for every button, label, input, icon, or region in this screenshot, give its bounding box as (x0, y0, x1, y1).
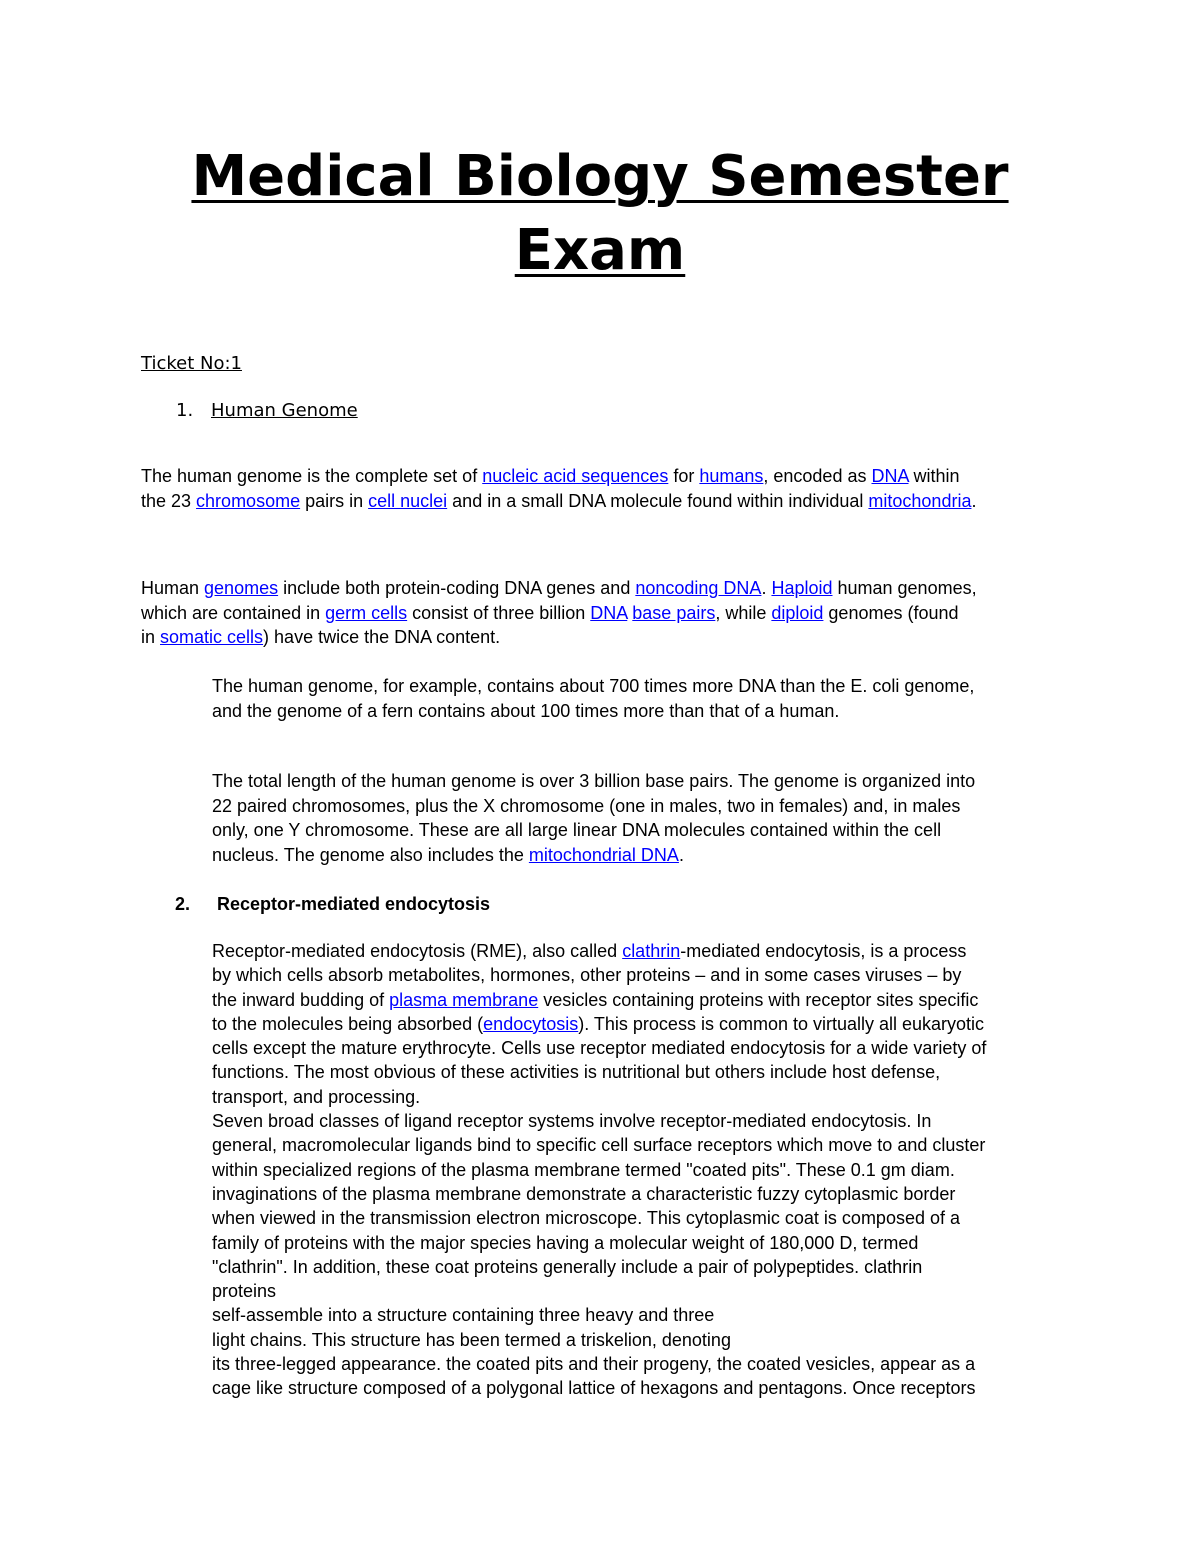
link-genomes[interactable]: genomes (204, 578, 279, 598)
link-humans[interactable]: humans (699, 466, 764, 486)
section-1-paragraph-3: The human genome, for example, contains about 700 times more DNA than the E. coli genome, and the genome of a fern contains about 100 times more than that of a human. (212, 676, 975, 721)
link-mitochondrial-dna[interactable]: mitochondrial DNA (528, 844, 679, 865)
section-1-heading: Human Genome (211, 400, 358, 421)
document-title (100, 140, 1100, 288)
section-1-number: 1. (176, 400, 194, 421)
link-endocytosis[interactable]: endocytosis (483, 1013, 579, 1034)
link-haploid[interactable]: Haploid (771, 578, 833, 598)
link-somatic-cells[interactable]: somatic cells (160, 627, 264, 647)
link-plasma-membrane[interactable]: plasma membrane (389, 989, 539, 1010)
link-chromosome[interactable]: chromosome (196, 490, 301, 511)
section-2-body: Receptor-mediated endocytosis (RME), also called clathrin-mediated endocytosis, is a process by which cells absorb metabolites, hormones, other proteins – and in some cases viruses – by the inward budding of plasma membrane vesicles containing proteins with receptor sites specific to the molecules being absorbed (endocytosis). This process is common to virtually all eukaryotic cells except the mature erythrocyte. Cells use receptor mediated endocytosis for a wide variety of functions. The most obvious of these activities is nutritional but others include host defense, transport, and processing. Seven broad classes of ligand receptor systems involve receptor-mediated endocytosis. In general, macromolecular ligands bind to specific cell surface receptors which move to and cluster within specialized regions of the plasma membrane termed "coated pits". These 0.1 gm diam. invaginations of the plasma membrane demonstrate a characteristic fuzzy cytoplasmic border when viewed in the transmission electron microscope. This cytoplasmic coat is composed of a family of proteins with the major species having a molecular weight of 180,000 D, termed "clathrin". In addition, these coat proteins generally include a pair of polypeptides. clathrin proteins self-assemble into a structure containing three heavy and three light chains. This structure has been termed a triskelion, denoting its three-legged appearance. the coated pits and their progeny, the coated vesicles, appear as a cage like structure composed of a polygonal lattice of hexagons and pentagons. Once receptors (212, 941, 987, 1399)
link-cell-nuclei[interactable]: cell nuclei (368, 490, 448, 511)
section-2-number: 2. (175, 894, 191, 914)
link-dna[interactable]: DNA (871, 466, 909, 486)
link-diploid[interactable]: diploid (771, 602, 824, 623)
section-1-paragraph-2: Human genomes include both protein-coding DNA genes and noncoding DNA. Haploid human genomes, which are contained in germ cells consist of three billion DNA base pairs, while diploid genomes (found in somatic cells) have twice the DNA content. (141, 578, 977, 647)
link-noncoding-dna[interactable]: noncoding DNA (635, 578, 762, 598)
link-germ-cells[interactable]: germ cells (325, 602, 408, 623)
link-base-pairs[interactable]: base pairs (632, 602, 716, 623)
link-nucleic-acid-sequences[interactable]: nucleic acid sequences (482, 466, 669, 486)
section-2-heading: Receptor-mediated endocytosis (217, 894, 491, 914)
section-1-paragraph-4: The total length of the human genome is over 3 billion base pairs. The genome is organized into 22 paired chromosomes, plus the X chromosome (one in males, two in females) and, in males only, one Y chromosome. These are all large linear DNA molecules contained within the cell nucleus. The genome also includes the mitochondrial DNA. (212, 771, 976, 865)
link-dna-2[interactable]: DNA (590, 602, 628, 623)
ticket-number: Ticket No:1 (141, 353, 242, 374)
section-1-paragraph-1: The human genome is the complete set of nucleic acid sequences for humans, encoded as DNA within the 23 chromosome pairs in cell nuclei and in a small DNA molecule found within individual mitochondria. (141, 466, 977, 511)
link-clathrin[interactable]: clathrin (622, 941, 681, 961)
link-mitochondria[interactable]: mitochondria (868, 490, 972, 511)
title-line-2: Exam (514, 218, 686, 283)
title-line-1: Medical Biology Semester (191, 144, 1009, 209)
